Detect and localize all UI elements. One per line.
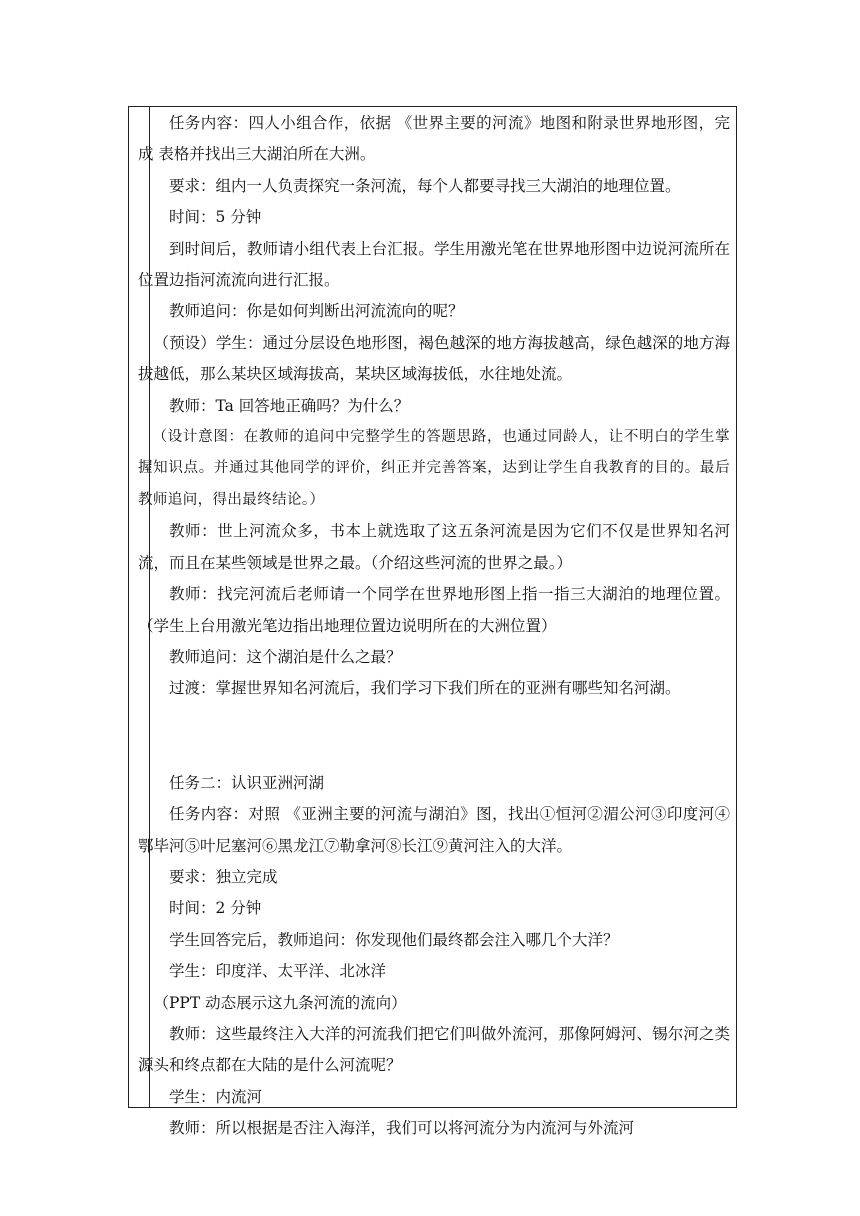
student-answer-paragraph: 学生：印度洋、太平洋、北冰洋 [169,962,387,981]
teacher-question-paragraph: 教师追问：你是如何判断出河流流向的呢？ [169,302,464,321]
transition-paragraph: 过渡：掌握世界知名河流后，我们学习下我们所在的亚洲有哪些知名河湖。 [169,679,681,698]
requirement-paragraph: 要求：组内一人负责探究一条河流，每个人都要寻找三大湖泊的地理位置。 [169,176,681,195]
teacher-check-paragraph: 教师：Ta 回答地正确吗？为什么？ [169,396,410,415]
task-two-question-paragraph: 学生回答完后，教师追问：你发现他们最终都会注入哪几个大洋？ [169,930,619,949]
lake-question-paragraph: 教师追问：这个湖泊是什么之最？ [169,647,402,666]
section-gap [138,705,730,768]
task-two-time-paragraph: 时间：2 分钟 [169,899,262,918]
task-two-requirement-paragraph: 要求：独立完成 [169,867,278,886]
lesson-content [138,108,730,1145]
task-content-paragraph: 任务内容：四人小组合作，依据 《世界主要的河流》地图和附录世界地形图，完成 表格并找出三大湖泊所在大洲。 [138,114,730,164]
task-two-heading: 任务二：认识亚洲河湖 [169,773,325,792]
preset-answer-paragraph: （预设）学生：通过分层设色地形图，褐色越深的地方海拔越高，绿色越深的地方海拔越低，那么某块区域海拔高，某块区域海拔低，水往地处流。 [138,333,730,384]
design-intent-paragraph: （设计意图：在教师的追问中完整学生的答题思路，也通过同龄人，让不明白的学生掌握知识点。并通过其他同学的评价，纠正并完善答案，达到让学生自我教育的目的。最后教师追问，得出最终结论。） [138,429,730,508]
ppt-note-paragraph: （PPT 动态展示这九条河流的流向） [153,993,407,1012]
lakes-paragraph: 教师：找完河流后老师请一个同学在世界地形图上指一指三大湖泊的地理位置。（学生上台用激光笔边指出地理位置边说明所在的大洲位置） [138,585,730,635]
outflow-river-paragraph: 教师：这些最终注入大洋的河流我们把它们叫做外流河，那像阿姆河、锡尔河之类源头和终点都在大陆的是什么河流呢？ [138,1024,730,1075]
task-two-content-paragraph: 任务内容：对照 《亚洲主要的河流与湖泊》图，找出①恒河②湄公河③印度河④鄂毕河⑤叶尼塞河⑥黑龙江⑦勒拿河⑧长江⑨黄河注入的大洋。 [138,805,730,855]
report-paragraph: 到时间后，教师请小组代表上台汇报。学生用激光笔在世界地形图中边说河流所在位置边指河流流向进行汇报。 [138,239,730,290]
time-paragraph: 时间：5 分钟 [169,208,262,227]
rivers-intro-paragraph: 教师：世上河流众多，书本上就选取了这五条河流是因为它们不仅是世界知名河流，而且在某些领域是世界之最。（介绍这些河流的世界之最。） [138,522,730,572]
inland-river-answer-paragraph: 学生：内流河 [169,1087,263,1106]
conclusion-paragraph: 教师：所以根据是否注入海洋，我们可以将河流分为内流河与外流河 [169,1119,635,1138]
